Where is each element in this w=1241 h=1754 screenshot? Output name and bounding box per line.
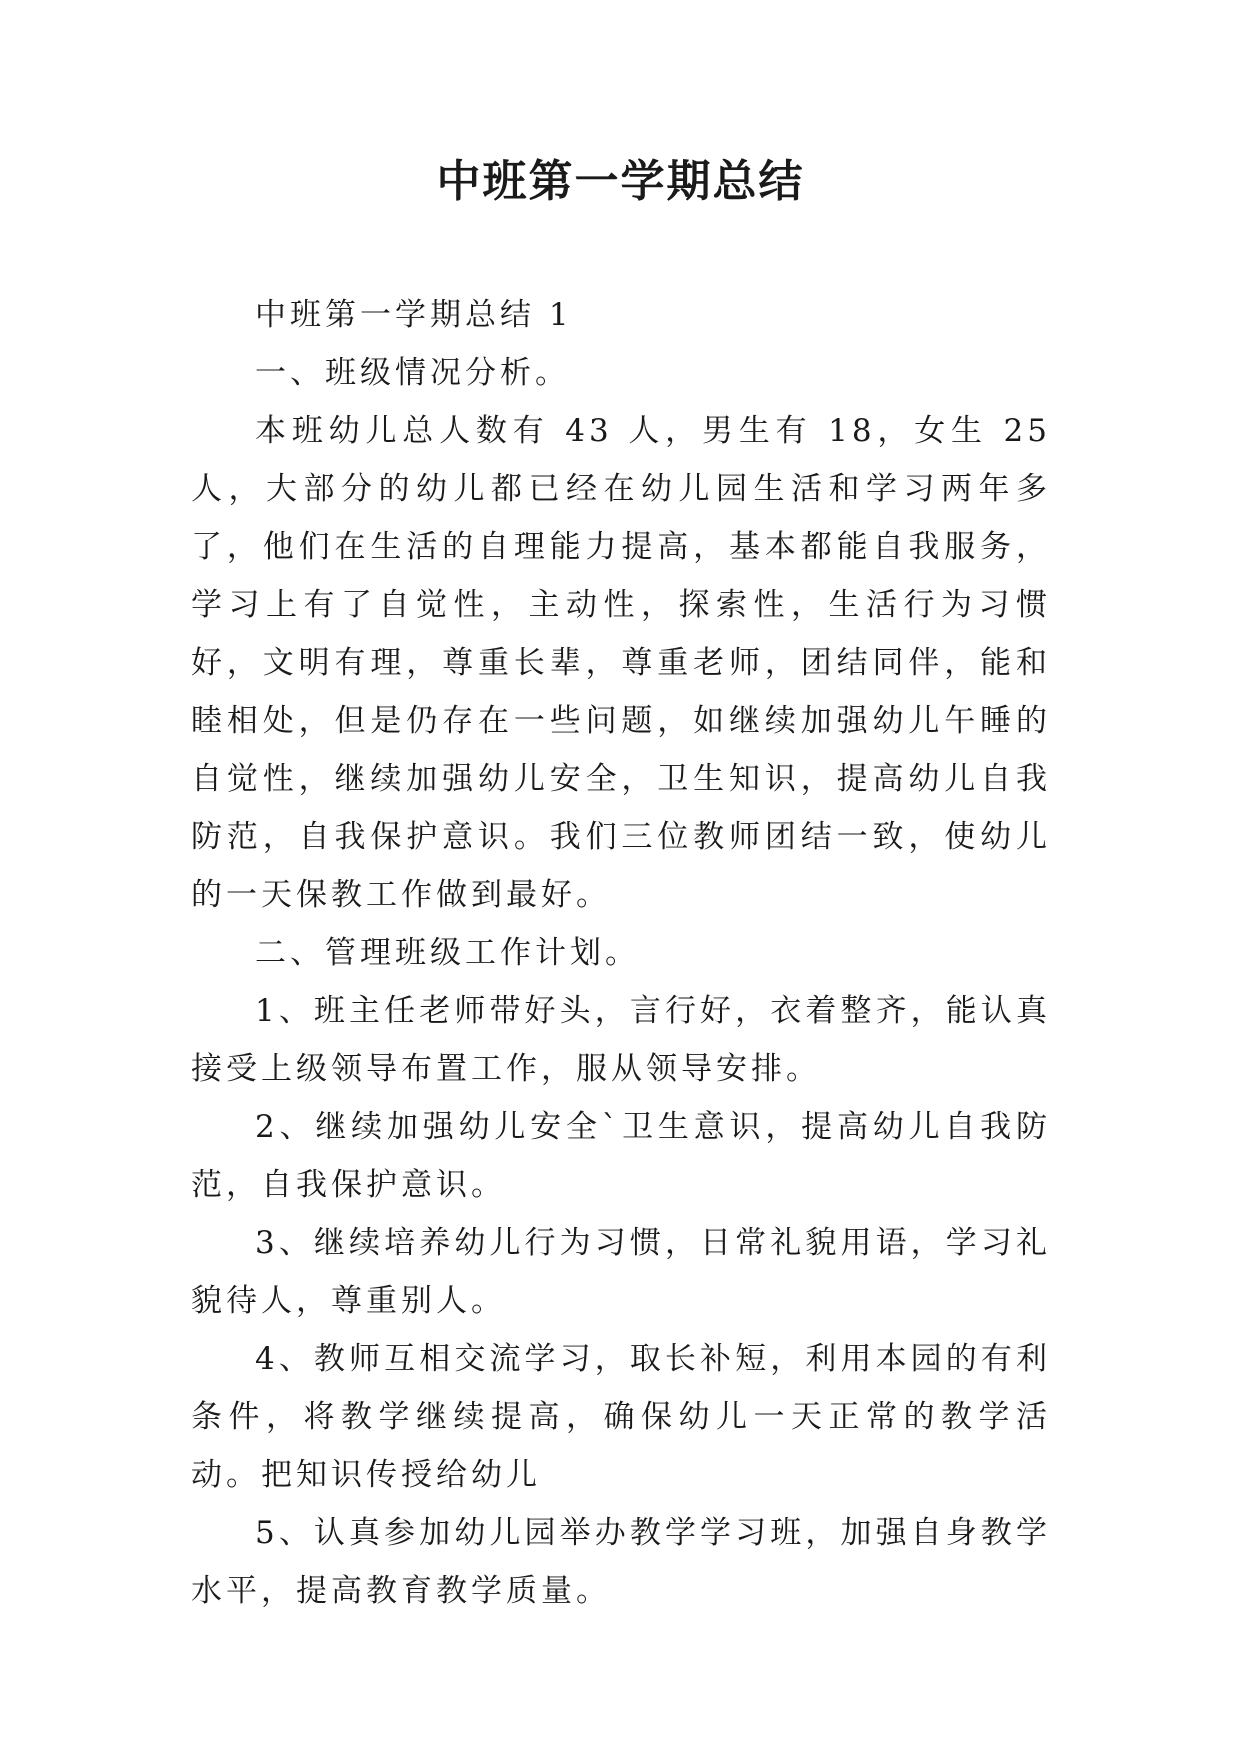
paragraph-plan-heading: 二、管理班级工作计划。 xyxy=(255,935,640,971)
paragraph-plan-item-2: 2、继续加强幼儿安全`卫生意识，提高幼儿自我防范，自我保护意识。 xyxy=(191,1109,1051,1203)
paragraph-plan-item-3: 3、继续培养幼儿行为习惯，日常礼貌用语，学习礼貌待人，尊重别人。 xyxy=(191,1225,1051,1319)
document-title: 中班第一学期总结 xyxy=(436,156,805,207)
paragraph-section-heading: 中班第一学期总结 1 xyxy=(255,297,573,333)
paragraph-plan-item-4: 4、教师互相交流学习，取长补短，利用本园的有利条件，将教学继续提高，确保幼儿一天正常的教学活动。把知识传授给幼儿 xyxy=(191,1341,1051,1493)
paragraph-plan-item-5: 5、认真参加幼儿园举办教学学习班，加强自身教学水平，提高教育教学质量。 xyxy=(191,1515,1051,1609)
paragraph-class-analysis: 本班幼儿总人数有 43 人，男生有 18，女生 25 人，大部分的幼儿都已经在幼儿园生活和学习两年多了，他们在生活的自理能力提高，基本都能自我服务，学习上有了自觉性，主动性，探索性，生活行为习惯好，文明有理，尊重长辈，尊重老师，团结同伴，能和睦相处，但是仍存在一些问题，如继续加强幼儿午睡的自觉性，继续加强幼儿安全，卫生知识，提高幼儿自我防范，自我保护意识。我们三位教师团结一致，使幼儿的一天保教工作做到最好。 xyxy=(191,413,1051,913)
paragraph-plan-item-1: 1、班主任老师带好头，言行好，衣着整齐，能认真接受上级领导布置工作，服从领导安排。 xyxy=(191,993,1051,1087)
paragraph-class-analysis-heading: 一、班级情况分析。 xyxy=(255,355,570,391)
document-body xyxy=(191,286,1051,1620)
